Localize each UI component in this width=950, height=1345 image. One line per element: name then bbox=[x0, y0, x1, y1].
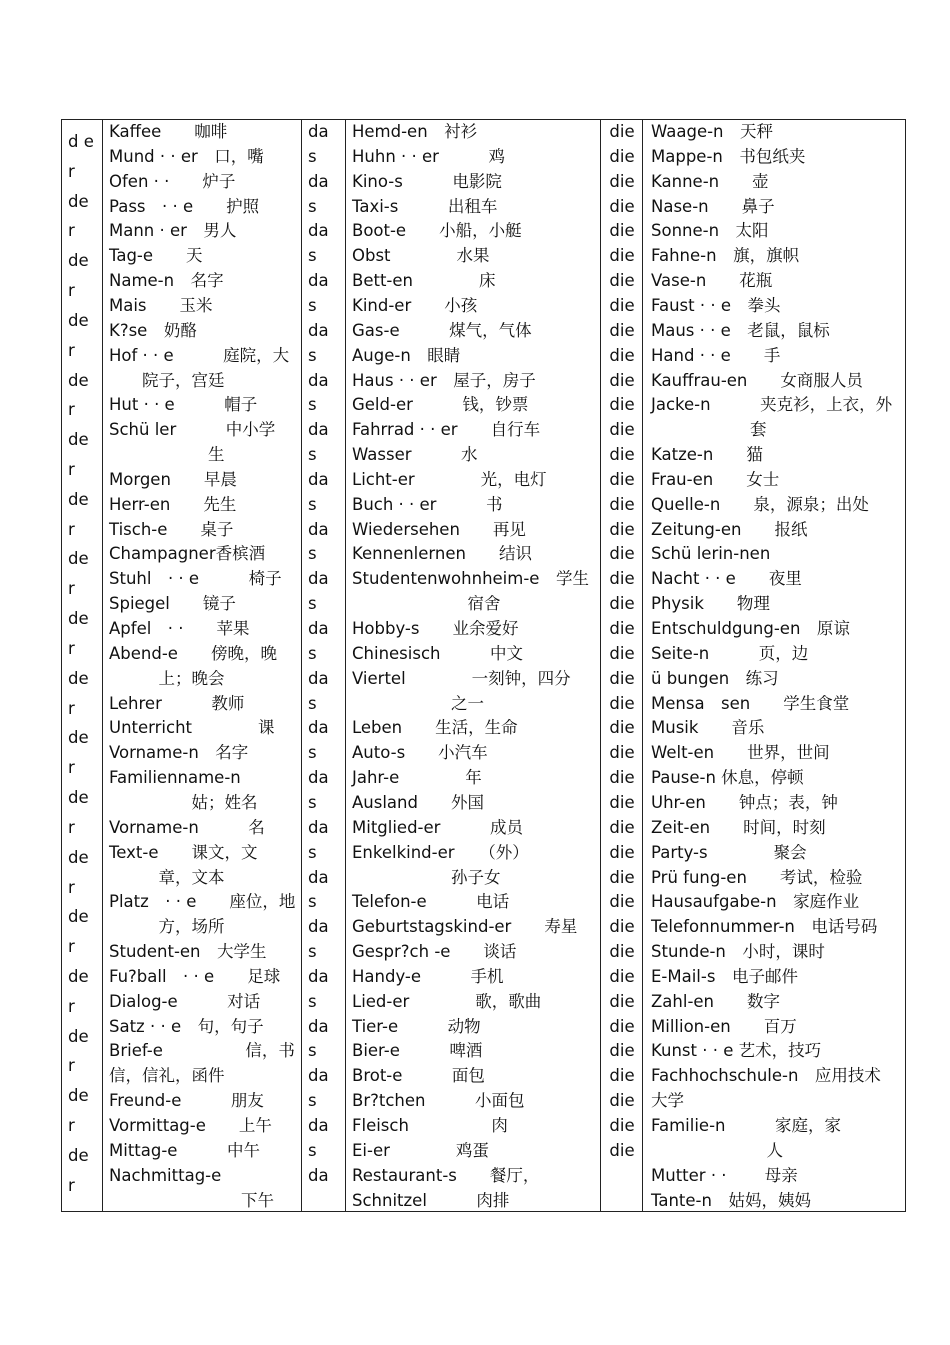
article-label: r bbox=[68, 996, 75, 1016]
article-label: s bbox=[308, 146, 317, 166]
vocab-entry: Gespr?ch -e 谈话 bbox=[352, 942, 517, 962]
article-label: die bbox=[609, 320, 635, 340]
vocab-entry: Platz · · e 座位，地 bbox=[109, 892, 296, 912]
vocab-entry: Mensa sen 学生食堂 bbox=[651, 693, 850, 713]
article-label: de bbox=[68, 907, 89, 927]
vocab-entry: ü bungen 练习 bbox=[651, 668, 779, 688]
article-label: de bbox=[68, 191, 89, 211]
article-label: d e bbox=[68, 132, 94, 151]
vocab-entry: 套 bbox=[651, 420, 767, 440]
article-label: die bbox=[609, 1066, 635, 1086]
article-label: die bbox=[609, 1140, 635, 1160]
article-label: da bbox=[308, 1165, 329, 1185]
vocab-entry: Tisch-e 桌子 bbox=[109, 519, 234, 539]
vocab-entry: Kennenlernen 结识 bbox=[352, 544, 532, 564]
vocab-entry: Buch · · er 书 bbox=[352, 494, 503, 514]
vocab-entry: 上；晚会 bbox=[109, 668, 225, 688]
article-label: de bbox=[68, 489, 89, 509]
vocab-entry: Enkelkind-er （外） bbox=[352, 842, 529, 862]
article-label: de bbox=[68, 728, 89, 748]
article-label: da bbox=[308, 768, 329, 788]
vocab-entry: 下午 bbox=[109, 1190, 274, 1210]
vocab-entry: Nase-n 鼻子 bbox=[651, 196, 775, 216]
vocab-entry: Boot-e 小船，小艇 bbox=[352, 221, 522, 241]
vocab-entry: Wiedersehen 再见 bbox=[352, 519, 526, 539]
article-label: da bbox=[308, 966, 329, 986]
vocab-entry: Zeitung-en 报纸 bbox=[651, 519, 808, 539]
article-label: s bbox=[308, 395, 317, 415]
article-label: r bbox=[68, 579, 75, 599]
article-label: die bbox=[609, 221, 635, 241]
vocab-entry: Kanne-n 壶 bbox=[651, 171, 769, 191]
vocab-entry: Kunst · · e 艺术，技巧 bbox=[651, 1041, 822, 1061]
article-label: r bbox=[68, 1175, 75, 1195]
vocab-entry: Nacht · · e 夜里 bbox=[651, 569, 802, 589]
article-label: s bbox=[308, 494, 317, 514]
article-label: r bbox=[68, 1056, 75, 1076]
vocab-entry: 方，场所 bbox=[109, 917, 225, 937]
vocab-entry: Spiegel 镜子 bbox=[109, 594, 236, 614]
vocab-entry: 宿舍 bbox=[352, 594, 501, 614]
vocab-entry: Pass · · e 护照 bbox=[109, 196, 260, 216]
vocab-entry: Br?tchen 小面包 bbox=[352, 1091, 525, 1111]
vocab-entry: Seite-n 页，边 bbox=[651, 643, 809, 663]
vocab-entry: Kind-er 小孩 bbox=[352, 295, 478, 315]
vocab-entry: Satz · · e 句，句子 bbox=[109, 1016, 264, 1036]
column-divider bbox=[301, 120, 302, 1211]
article-label: die bbox=[609, 966, 635, 986]
vocab-entry: Auge-n 眼睛 bbox=[352, 345, 461, 365]
vocab-entry: Familie-n 家庭，家 bbox=[651, 1116, 841, 1135]
vocab-entry: Vorname-n 名 bbox=[109, 817, 265, 837]
vocab-entry: Brief-e 信，书 bbox=[109, 1041, 295, 1061]
vocab-entry: Lehrer 教师 bbox=[109, 693, 245, 713]
vocab-entry: Geld-er 钱，钞票 bbox=[352, 395, 529, 415]
article-label: de bbox=[68, 788, 89, 808]
vocab-entry: Faust · · e 拳头 bbox=[651, 295, 781, 315]
vocab-entry: Stunde-n 小时，课时 bbox=[651, 942, 825, 962]
vocab-entry: 孙子女 bbox=[352, 867, 501, 887]
vocab-entry: Fu?ball · · e 足球 bbox=[109, 966, 281, 986]
article-label: da bbox=[308, 420, 329, 440]
vocab-entry: Name-n 名字 bbox=[109, 271, 224, 291]
article-label: die bbox=[609, 693, 635, 713]
vocab-entry: Viertel 一刻钟，四分 bbox=[352, 668, 571, 688]
vocab-entry: Quelle-n 泉，源泉；出处 bbox=[651, 494, 869, 514]
article-label: die bbox=[609, 445, 635, 465]
column-divider bbox=[600, 120, 601, 1211]
article-label: s bbox=[308, 792, 317, 812]
vocab-entry: Mutter · · 母亲 bbox=[651, 1165, 798, 1185]
article-label: da bbox=[308, 122, 329, 141]
vocab-entry: Taxi-s 出租车 bbox=[352, 196, 498, 216]
article-label: s bbox=[308, 345, 317, 365]
article-label: da bbox=[308, 867, 329, 887]
article-label: die bbox=[609, 122, 635, 141]
article-label: r bbox=[68, 340, 75, 360]
article-label: da bbox=[308, 171, 329, 191]
vocab-entry: Licht-er 光，电灯 bbox=[352, 469, 547, 489]
vocab-entry: Vorname-n 名字 bbox=[109, 743, 249, 763]
vocab-entry: Handy-e 手机 bbox=[352, 966, 504, 986]
vocab-entry: Hof · · e 庭院，大 bbox=[109, 345, 290, 365]
vocab-entry: Frau-en 女士 bbox=[651, 469, 780, 489]
vocab-entry: Mann · er 男人 bbox=[109, 221, 237, 241]
article-label: die bbox=[609, 146, 635, 166]
article-label: da bbox=[308, 917, 329, 937]
vocab-entry: Mais 玉米 bbox=[109, 295, 213, 315]
vocab-entry: Dialog-e 对话 bbox=[109, 991, 261, 1011]
vocab-entry: Tag-e 天 bbox=[109, 246, 203, 266]
article-label: r bbox=[68, 400, 75, 420]
vocab-entry: Hobby-s 业余爱好 bbox=[352, 619, 519, 638]
article-label: de bbox=[68, 609, 89, 629]
vocab-entry: Text-e 课文，文 bbox=[109, 842, 258, 862]
vocab-entry: 人 bbox=[651, 1140, 783, 1160]
column-divider bbox=[102, 120, 103, 1211]
article-label: die bbox=[609, 792, 635, 812]
article-label: die bbox=[609, 469, 635, 489]
article-label: r bbox=[68, 161, 75, 181]
article-label: r bbox=[68, 1116, 75, 1136]
article-label: die bbox=[609, 519, 635, 539]
vocab-entry: Huhn · · er 鸡 bbox=[352, 146, 505, 166]
vocab-entry: Geburtstagskind-er 寿星 bbox=[352, 917, 578, 937]
vocab-entry: Mund · · er 口，嘴 bbox=[109, 146, 264, 166]
article-label: die bbox=[609, 370, 635, 390]
vocab-entry: Vase-n 花瓶 bbox=[651, 271, 773, 291]
article-label: die bbox=[609, 271, 635, 291]
vocab-entry: Entschuldgung-en 原谅 bbox=[651, 619, 850, 638]
vocab-entry: Ei-er 鸡蛋 bbox=[352, 1140, 489, 1160]
vocab-entry: Uhr-en 钟点；表，钟 bbox=[651, 792, 838, 812]
vocab-entry: Kauffrau-en 女商服人员 bbox=[651, 370, 863, 390]
article-label: r bbox=[68, 817, 75, 837]
article-label: s bbox=[308, 544, 317, 564]
vocab-entry: Katze-n 猫 bbox=[651, 445, 763, 465]
vocab-entry: Haus · · er 屋子，房子 bbox=[352, 370, 536, 390]
vocab-entry: Telefon-e 电话 bbox=[352, 892, 510, 912]
article-label: de bbox=[68, 1026, 89, 1046]
vocab-entry: Jahr-e 年 bbox=[352, 768, 482, 788]
vocab-entry: Mitglied-er 成员 bbox=[352, 817, 523, 837]
vocab-entry: 院子，宫廷 bbox=[109, 370, 225, 390]
vocab-entry: Hut · · e 帽子 bbox=[109, 395, 258, 415]
vocab-entry: Pause-n 休息，停顿 bbox=[651, 768, 804, 788]
article-label: die bbox=[609, 842, 635, 862]
article-label: r bbox=[68, 221, 75, 241]
vocab-entry: Wasser 水 bbox=[352, 445, 478, 465]
article-label: die bbox=[609, 569, 635, 589]
article-label: da bbox=[308, 569, 329, 589]
vocab-entry: Zahl-en 数字 bbox=[651, 991, 781, 1011]
vocab-entry: Student-en 大学生 bbox=[109, 942, 267, 962]
article-label: de bbox=[68, 370, 89, 390]
article-label: de bbox=[68, 1145, 89, 1165]
article-label: s bbox=[308, 246, 317, 266]
vocab-entry: 生 bbox=[109, 445, 225, 465]
article-label: die bbox=[609, 395, 635, 415]
vocab-entry: Herr-en 先生 bbox=[109, 494, 237, 514]
article-label: de bbox=[68, 430, 89, 450]
article-label: r bbox=[68, 877, 75, 897]
article-label: s bbox=[308, 1041, 317, 1061]
vocab-entry: Champagner香槟酒 bbox=[109, 544, 266, 564]
vocab-entry: Freund-e 朋友 bbox=[109, 1091, 264, 1111]
article-label: de bbox=[68, 549, 89, 569]
vocab-entry: Mappe-n 书包纸夹 bbox=[651, 146, 806, 166]
vocab-entry: Kaffee 咖啡 bbox=[109, 122, 228, 141]
vocab-entry: Kino-s 电影院 bbox=[352, 171, 502, 191]
article-label: de bbox=[68, 251, 89, 271]
article-label: da bbox=[308, 1066, 329, 1086]
article-label: die bbox=[609, 1016, 635, 1036]
vocab-entry: Waage-n 天秤 bbox=[651, 122, 774, 141]
vocab-entry: Schü ler 中小学 bbox=[109, 420, 276, 440]
vocab-entry: Abend-e 傍晚，晚 bbox=[109, 643, 277, 663]
article-label: r bbox=[68, 519, 75, 539]
article-label: da bbox=[308, 619, 329, 638]
article-label: die bbox=[609, 246, 635, 266]
vocab-entry: Sonne-n 太阳 bbox=[651, 221, 769, 241]
article-label: s bbox=[308, 196, 317, 216]
article-label: die bbox=[609, 420, 635, 440]
vocab-entry: Schü lerin-nen bbox=[651, 544, 771, 564]
article-label: da bbox=[308, 718, 329, 738]
vocab-entry: Maus · · e 老鼠，鼠标 bbox=[651, 320, 830, 340]
article-label: s bbox=[308, 643, 317, 663]
vocab-entry: Fleisch 肉 bbox=[352, 1116, 508, 1135]
article-label: r bbox=[68, 281, 75, 301]
article-label: r bbox=[68, 758, 75, 778]
vocab-entry: 章，文本 bbox=[109, 867, 225, 887]
article-label: die bbox=[609, 1041, 635, 1061]
vocab-entry: Hand · · e 手 bbox=[651, 345, 781, 365]
article-label: de bbox=[68, 966, 89, 986]
article-label: da bbox=[308, 1116, 329, 1135]
vocab-entry: Jacke-n 夹克衫，上衣，外 bbox=[651, 395, 893, 415]
article-label: s bbox=[308, 991, 317, 1011]
article-label: da bbox=[308, 469, 329, 489]
vocab-entry: Studentenwohnheim-e 学生 bbox=[352, 569, 589, 589]
article-label: s bbox=[308, 594, 317, 614]
vocab-entry: 大学 bbox=[651, 1091, 684, 1111]
article-label: s bbox=[308, 295, 317, 315]
vocab-entry: Nachmittag-e bbox=[109, 1165, 222, 1185]
vocab-entry: Telefonnummer-n 电话号码 bbox=[651, 917, 878, 937]
article-label: die bbox=[609, 942, 635, 962]
article-label: da bbox=[308, 1016, 329, 1036]
article-label: s bbox=[308, 1140, 317, 1160]
article-label: s bbox=[308, 743, 317, 763]
vocab-entry: Restaurant-s 餐厅， bbox=[352, 1165, 540, 1185]
vocab-entry: K?se 奶酪 bbox=[109, 320, 197, 340]
article-label: r bbox=[68, 937, 75, 957]
vocab-entry: 信，信礼，函件 bbox=[109, 1066, 225, 1086]
article-label: die bbox=[609, 1091, 635, 1111]
vocab-entry: Bier-e 啤酒 bbox=[352, 1041, 483, 1061]
article-label: s bbox=[308, 693, 317, 713]
article-label: r bbox=[68, 698, 75, 718]
vocab-entry: Familienname-n bbox=[109, 768, 241, 788]
article-label: da bbox=[308, 320, 329, 340]
vocab-entry: Brot-e 面包 bbox=[352, 1066, 485, 1086]
vocab-entry: 之一 bbox=[352, 693, 484, 713]
vocab-entry: Stuhl · · e 椅子 bbox=[109, 569, 282, 589]
vocab-entry: 姑；姓名 bbox=[109, 792, 258, 812]
vocab-entry: Physik 物理 bbox=[651, 594, 770, 614]
article-label: s bbox=[308, 1091, 317, 1111]
article-label: r bbox=[68, 638, 75, 658]
article-label: die bbox=[609, 718, 635, 738]
vocab-entry: Zeit-en 时间，时刻 bbox=[651, 817, 826, 837]
vocab-entry: Million-en 百万 bbox=[651, 1016, 797, 1036]
vocab-entry: Party-s 聚会 bbox=[651, 842, 807, 862]
article-label: die bbox=[609, 743, 635, 763]
article-label: r bbox=[68, 460, 75, 480]
article-label: die bbox=[609, 345, 635, 365]
vocab-entry: Leben 生活，生命 bbox=[352, 718, 518, 738]
article-label: die bbox=[609, 668, 635, 688]
vocabulary-table bbox=[61, 119, 906, 1212]
vocab-entry: Unterricht 课 bbox=[109, 718, 275, 738]
vocab-entry: Ausland 外国 bbox=[352, 792, 484, 812]
article-label: da bbox=[308, 668, 329, 688]
article-label: da bbox=[308, 221, 329, 241]
article-label: de bbox=[68, 668, 89, 688]
article-label: die bbox=[609, 917, 635, 937]
article-label: die bbox=[609, 768, 635, 788]
vocab-entry: Hemd-en 衬衫 bbox=[352, 122, 478, 141]
article-label: die bbox=[609, 494, 635, 514]
vocab-entry: Lied-er 歌，歌曲 bbox=[352, 991, 542, 1011]
article-label: s bbox=[308, 445, 317, 465]
article-label: die bbox=[609, 991, 635, 1011]
article-label: de bbox=[68, 310, 89, 330]
article-label: de bbox=[68, 1086, 89, 1106]
article-label: die bbox=[609, 544, 635, 564]
article-label: da bbox=[308, 519, 329, 539]
vocab-entry: Ofen · · 炉子 bbox=[109, 171, 236, 191]
vocab-entry: Welt-en 世界，世间 bbox=[651, 743, 830, 763]
article-label: die bbox=[609, 1116, 635, 1135]
column-divider bbox=[642, 120, 643, 1211]
vocab-entry: Fachhochschule-n 应用技术 bbox=[651, 1066, 881, 1086]
article-label: die bbox=[609, 196, 635, 216]
article-label: da bbox=[308, 370, 329, 390]
article-label: de bbox=[68, 847, 89, 867]
vocab-entry: Obst 水果 bbox=[352, 246, 490, 266]
article-label: die bbox=[609, 867, 635, 887]
column-divider bbox=[345, 120, 346, 1211]
vocab-entry: Schnitzel 肉排 bbox=[352, 1190, 510, 1210]
vocab-entry: Gas-e 煤气，气体 bbox=[352, 320, 532, 340]
article-label: da bbox=[308, 271, 329, 291]
vocab-entry: Vormittag-e 上午 bbox=[109, 1116, 272, 1135]
vocab-entry: Tante-n 姑妈，姨妈 bbox=[651, 1190, 811, 1210]
vocab-entry: E-Mail-s 电子邮件 bbox=[651, 966, 798, 986]
vocab-entry: Bett-en 床 bbox=[352, 271, 496, 291]
vocab-entry: Chinesisch 中文 bbox=[352, 643, 523, 663]
vocab-entry: Apfel · · 苹果 bbox=[109, 619, 250, 638]
article-label: s bbox=[308, 942, 317, 962]
article-label: s bbox=[308, 842, 317, 862]
vocab-entry: Fahne-n 旗，旗帜 bbox=[651, 246, 800, 266]
article-label: die bbox=[609, 817, 635, 837]
article-label: die bbox=[609, 171, 635, 191]
article-label: die bbox=[609, 643, 635, 663]
vocab-entry: Tier-e 动物 bbox=[352, 1016, 481, 1036]
vocab-entry: Auto-s 小汽车 bbox=[352, 743, 488, 763]
article-label: da bbox=[308, 817, 329, 837]
article-label: die bbox=[609, 619, 635, 638]
article-label: die bbox=[609, 295, 635, 315]
vocab-entry: Fahrrad · · er 自行车 bbox=[352, 420, 541, 440]
vocab-entry: Hausaufgabe-n 家庭作业 bbox=[651, 892, 860, 912]
article-label: die bbox=[609, 892, 635, 912]
vocab-entry: Morgen 早晨 bbox=[109, 469, 237, 489]
vocab-entry: Mittag-e 中午 bbox=[109, 1140, 260, 1160]
vocab-entry: Musik 音乐 bbox=[651, 718, 765, 738]
article-label: die bbox=[609, 594, 635, 614]
article-label: s bbox=[308, 892, 317, 912]
vocab-entry: Prü fung-en 考试，检验 bbox=[651, 867, 863, 887]
